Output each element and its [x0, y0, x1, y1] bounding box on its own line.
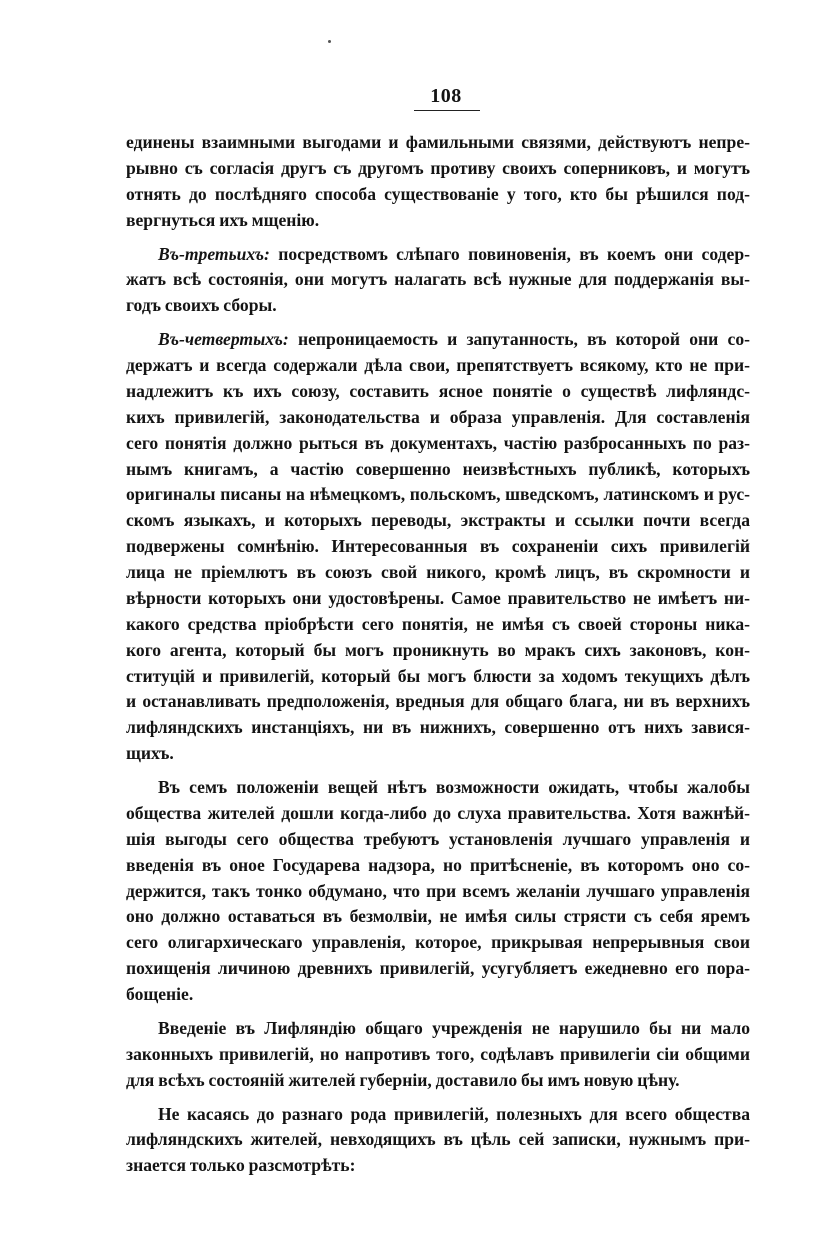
scan-speck [328, 40, 331, 43]
text-line: кого агента, который бы могъ проникнуть во мракъ сихъ законовъ, кон- [126, 639, 750, 660]
paragraph-lead: Въ-четвертыхъ: [158, 329, 289, 350]
text-line: скомъ языкахъ, и которыхъ переводы, экстракты и ссылки почти всегда [126, 510, 750, 531]
text-line: рывно съ согласія другъ съ другомъ противу своихъ соперниковъ, и могутъ [126, 157, 750, 178]
text-line: общества жителей дошли когда-либо до слуха правительства. Хотя важнѣй- [126, 802, 750, 823]
page-number: 108 [430, 85, 462, 107]
text-line: законныхъ привилегій, но напротивъ того, содѣлавъ привилегіи сіи общими [126, 1043, 750, 1064]
text-line: Въ-третьихъ: посредствомъ слѣпаго повиновенія, въ коемъ они содер- [158, 243, 750, 264]
text-line: ституцій и привилегій, который бы могъ блюсти за ходомъ текущихъ дѣлъ [126, 665, 750, 686]
text-line: какого средства пріобрѣсти сего понятія, не имѣя съ своей стороны ника- [126, 613, 750, 634]
text-line: похищенія личиною древнихъ привилегій, усугубляетъ ежедневно его пора- [126, 958, 750, 979]
text-line: Въ-четвертыхъ: непроницаемость и запутанность, въ которой они со- [158, 329, 750, 350]
text-line: Не касаясь до разнаго рода привилегій, полезныхъ для всего общества [158, 1103, 750, 1124]
text-line: знается только разсмотрѣть: [126, 1155, 356, 1176]
text-line: лифляндскихъ инстанціяхъ, ни въ нижнихъ, совершенно отъ нихъ завися- [126, 717, 750, 738]
text-line: щихъ. [126, 743, 174, 764]
text-line: годъ своихъ сборы. [126, 295, 277, 316]
text-line: бощеніе. [126, 984, 194, 1004]
text-line: вергнуться ихъ мщенію. [126, 209, 320, 230]
text-line: оригиналы писаны на нѣмецкомъ, польскомъ, шведскомъ, латинскомъ и рус- [126, 484, 750, 505]
text-line: и останавливать предположенія, вредныя для общаго блага, ни въ верхнихъ [126, 691, 750, 712]
text-line: лифляндскихъ жителей, невходящихъ въ цѣль сей записки, нужнымъ при- [126, 1129, 750, 1150]
text-line: подвержены сомнѣнію. Интересованныя въ сохраненіи сихъ привилегій [126, 536, 750, 557]
text-line: шія выгоды сего общества требуютъ установленія лучшаго управленія и [126, 828, 750, 849]
text-line: введенія въ оное Государева надзора, но притѣсненіе, въ которомъ оно со- [126, 854, 750, 875]
text-line: для всѣхъ состояній жителей губерніи, доставило бы имъ новую цѣну. [126, 1069, 680, 1090]
body-text [126, 130, 750, 1179]
text-line: единены взаимными выгодами и фамильными связями, действуютъ непре- [126, 132, 750, 152]
text-line: сего понятія должно рыться въ документахъ, частію разбросанныхъ по раз- [126, 432, 750, 453]
text-line: кихъ привилегій, законодательства и образа управленія. Для составленія [126, 406, 750, 427]
text-line: надлежитъ къ ихъ союзу, составить ясное понятіе о существѣ лифляндс- [126, 380, 750, 401]
text-line: Введеніе въ Лифляндію общаго учрежденія не нарушило бы ни мало [158, 1017, 750, 1038]
text-line: вѣрности которыхъ они удостовѣрены. Самое правительство не имѣетъ ни- [126, 587, 750, 608]
paragraph-lead: Въ-третьихъ: [158, 243, 270, 264]
text-line: держатъ и всегда содержали дѣла свои, препятствуетъ всякому, кто не при- [126, 355, 750, 375]
text-line: лица не пріемлютъ въ союзъ свой никого, кромѣ лицъ, въ скромности и [126, 562, 750, 582]
text-line: жатъ всѣ состоянія, они могутъ налагать всѣ нужные для поддержанія вы- [126, 269, 750, 290]
text-line: отнять до послѣдняго способа существованіе у того, кто бы рѣшился под- [126, 183, 750, 204]
text-line: оно должно оставаться въ безмолвіи, не имѣя силы стрясти съ себя яремъ [126, 906, 750, 927]
text-line: сего олигархическаго управленія, которое, прикрывая непрерывныя свои [126, 932, 750, 953]
text-line: Въ семъ положеніи вещей нѣтъ возможности ожидать, чтобы жалобы [158, 777, 750, 797]
text-line: нымъ книгамъ, а частію совершенно неизвѣстныхъ публикѣ, которыхъ [126, 458, 750, 479]
text-line: держится, такъ тонко обдумано, что при всемъ желаніи лучшаго управленія [126, 880, 750, 901]
page-number-rule [414, 110, 480, 111]
